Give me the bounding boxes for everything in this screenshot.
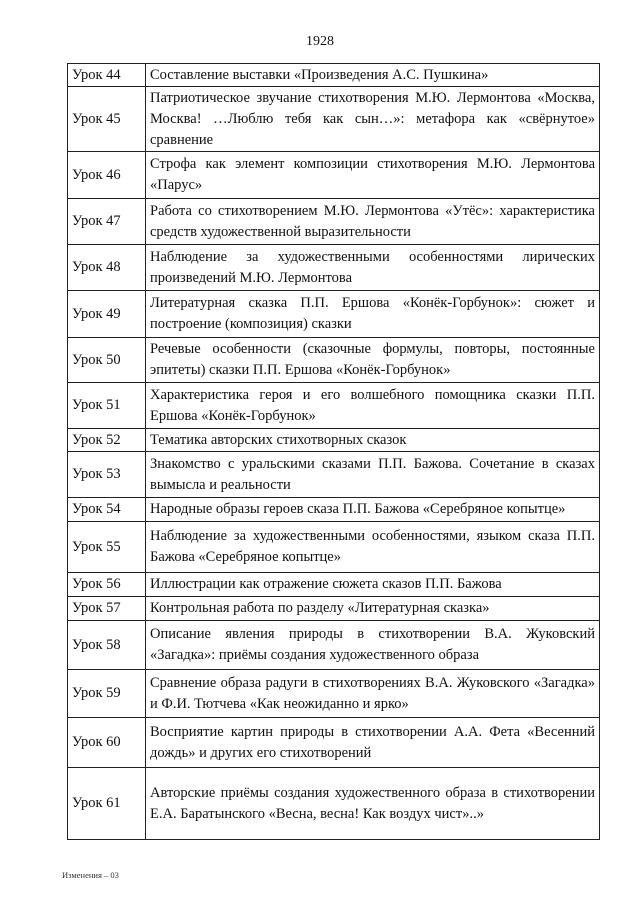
lesson-number: Урок 58	[68, 621, 146, 670]
table-row	[68, 718, 600, 768]
lesson-number: Урок 46	[68, 152, 146, 199]
lesson-number: Урок 44	[68, 64, 146, 87]
lesson-number: Урок 51	[68, 383, 146, 429]
table-row	[68, 245, 600, 291]
table-row	[68, 338, 600, 383]
table-row	[68, 621, 600, 670]
table-row	[68, 573, 600, 597]
table-row	[68, 87, 600, 152]
lesson-number: Урок 49	[68, 291, 146, 338]
lesson-topic: Составление выставки «Произведения А.С. Пушкина»	[146, 64, 600, 87]
table-row	[68, 199, 600, 245]
lesson-topic: Тематика авторских стихотворных сказок	[146, 429, 600, 452]
lesson-number: Урок 56	[68, 573, 146, 597]
table-row	[68, 452, 600, 498]
lesson-table	[67, 63, 600, 840]
lesson-number: Урок 60	[68, 718, 146, 768]
revision-footer: Изменения – 03	[62, 870, 119, 880]
lesson-number: Урок 61	[68, 768, 146, 840]
lesson-topic: Авторские приёмы создания художественного образа в стихотворении Е.А. Баратынского «Весна, весна! Как воздух чист»..»	[146, 768, 600, 840]
lesson-number: Урок 59	[68, 670, 146, 718]
lesson-topic: Наблюдение за художественными особенностями, языком сказа П.П. Бажова «Серебряное копытце»	[146, 522, 600, 573]
table-row	[68, 383, 600, 429]
lesson-topic: Описание явления природы в стихотворении В.А. Жуковский «Загадка»: приёмы создания художественного образа	[146, 621, 600, 670]
table-row	[68, 498, 600, 522]
lesson-number: Урок 45	[68, 87, 146, 152]
lesson-number: Урок 48	[68, 245, 146, 291]
lesson-topic: Строфа как элемент композиции стихотворения М.Ю. Лермонтова «Парус»	[146, 152, 600, 199]
table-row	[68, 291, 600, 338]
page-number: 1928	[306, 34, 334, 49]
table-row	[68, 152, 600, 199]
table-row	[68, 64, 600, 87]
lesson-topic: Знакомство с уральскими сказами П.П. Бажова. Сочетание в сказах вымысла и реальности	[146, 452, 600, 498]
lesson-topic: Иллюстрации как отражение сюжета сказов П.П. Бажова	[146, 573, 600, 597]
lesson-number: Урок 53	[68, 452, 146, 498]
table-row	[68, 522, 600, 573]
table-row	[68, 768, 600, 840]
lesson-topic: Сравнение образа радуги в стихотворениях В.А. Жуковского «Загадка» и Ф.И. Тютчева «Как неожиданно и ярко»	[146, 670, 600, 718]
lesson-number: Урок 52	[68, 429, 146, 452]
table-row	[68, 670, 600, 718]
lesson-topic: Литературная сказка П.П. Ершова «Конёк-Горбунок»: сюжет и построение (композиция) сказки	[146, 291, 600, 338]
lesson-number: Урок 50	[68, 338, 146, 383]
lesson-number: Урок 57	[68, 597, 146, 621]
lesson-topic: Контрольная работа по разделу «Литературная сказка»	[146, 597, 600, 621]
table-row	[68, 597, 600, 621]
lesson-topic: Речевые особенности (сказочные формулы, повторы, постоянные эпитеты) сказки П.П. Ершова «Конёк-Горбунок»	[146, 338, 600, 383]
lesson-topic: Восприятие картин природы в стихотворении А.А. Фета «Весенний дождь» и других его стихотворений	[146, 718, 600, 768]
lesson-number: Урок 54	[68, 498, 146, 522]
lesson-table-body	[68, 64, 600, 840]
lesson-number: Урок 55	[68, 522, 146, 573]
lesson-number: Урок 47	[68, 199, 146, 245]
lesson-topic: Наблюдение за художественными особенностями лирических произведений М.Ю. Лермонтова	[146, 245, 600, 291]
lesson-topic: Работа со стихотворением М.Ю. Лермонтова «Утёс»: характеристика средств художественной выразительности	[146, 199, 600, 245]
lesson-topic: Патриотическое звучание стихотворения М.Ю. Лермонтова «Москва, Москва! …Люблю тебя как сын…»: метафора как «свёрнутое» сравнение	[146, 87, 600, 152]
table-row	[68, 429, 600, 452]
lesson-topic: Характеристика героя и его волшебного помощника сказки П.П. Ершова «Конёк-Горбунок»	[146, 383, 600, 429]
lesson-topic: Народные образы героев сказа П.П. Бажова «Серебряное копытце»	[146, 498, 600, 522]
